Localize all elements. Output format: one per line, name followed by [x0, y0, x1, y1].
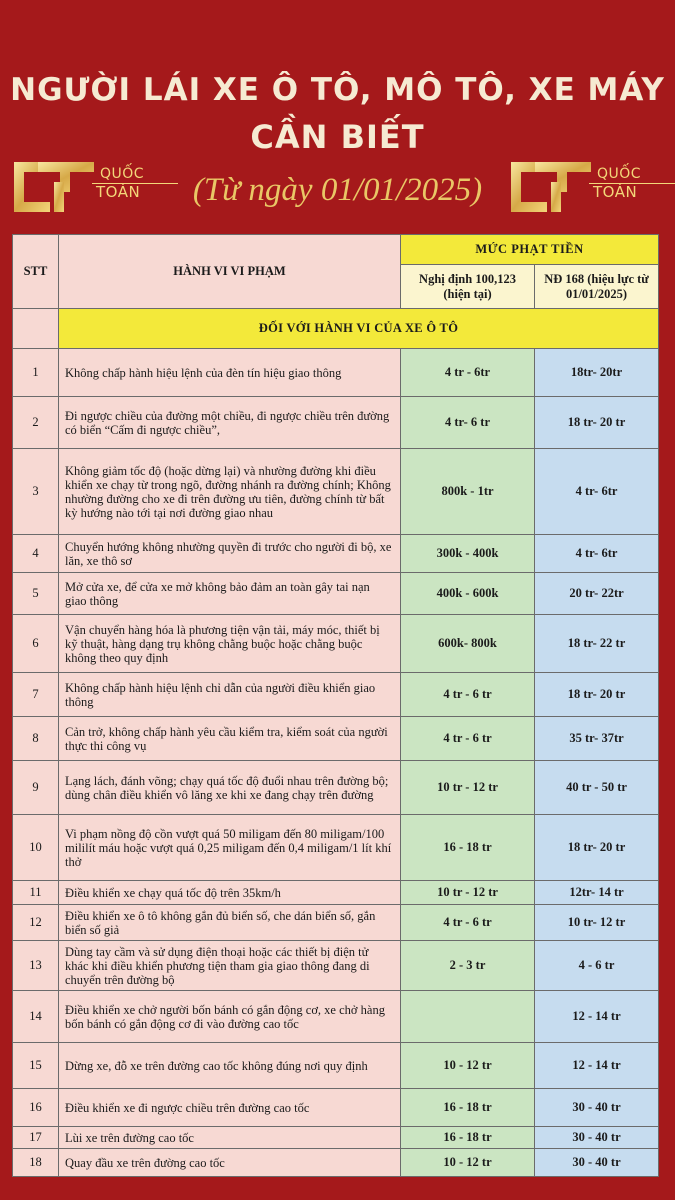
- violation-text: Không chấp hành hiệu lệnh chỉ dẫn của người điều khiển giao thông: [59, 673, 401, 717]
- logo-word-1: QUỐC: [92, 166, 178, 184]
- fine-new: 4 - 6 tr: [535, 941, 659, 991]
- table-row: [13, 1089, 659, 1127]
- violation-text: Mở cửa xe, để cửa xe mở không bảo đảm an toàn gây tai nạn giao thông: [59, 573, 401, 615]
- row-number: 17: [13, 1127, 59, 1149]
- brand-logo-right: [505, 158, 675, 216]
- violation-text: Điều khiển xe chạy quá tốc độ trên 35km/h: [59, 881, 401, 905]
- violation-text: Quay đầu xe trên đường cao tốc: [59, 1149, 401, 1177]
- table-row: [13, 449, 659, 535]
- violation-text: Dùng tay cầm và sử dụng điện thoại hoặc các thiết bị điện tử khác khi điều khiển phương tiện tham gia giao thông đang di chuyển trên đường bộ: [59, 941, 401, 991]
- table-row: [13, 535, 659, 573]
- col-header-violation: HÀNH VI VI PHẠM: [59, 235, 401, 309]
- row-number: 11: [13, 881, 59, 905]
- fine-old: 400k - 600k: [401, 573, 535, 615]
- logo-text: [589, 166, 675, 201]
- violation-text: Đi ngược chiều của đường một chiều, đi ngược chiều trên đường có biển “Cấm đi ngược chiều”,: [59, 397, 401, 449]
- fine-old: 4 tr - 6 tr: [401, 717, 535, 761]
- fine-new: 12tr- 14 tr: [535, 881, 659, 905]
- page-title-line2: CẦN BIẾT: [250, 118, 425, 156]
- fine-new: 4 tr- 6tr: [535, 449, 659, 535]
- fine-new: 18 tr- 20 tr: [535, 815, 659, 881]
- violation-text: Không giảm tốc độ (hoặc dừng lại) và nhường đường khi điều khiển xe chạy từ trong ngõ, đường nhánh ra đường chính; Không nhường đường cho xe đi trên đường ưu tiên, đường chính từ bất kỳ hướng nào tới tại nơi đường giao nhau: [59, 449, 401, 535]
- fine-new: 18tr- 20tr: [535, 349, 659, 397]
- fine-old: 10 - 12 tr: [401, 1043, 535, 1089]
- page-title: NGƯỜI LÁI XE Ô TÔ, MÔ TÔ, XE MÁY: [10, 72, 665, 108]
- row-number: 13: [13, 941, 59, 991]
- violation-text: Điều khiển xe chở người bốn bánh có gắn động cơ, xe chở hàng bốn bánh có gắn động cơ đi vào đường cao tốc: [59, 991, 401, 1043]
- table-row: [13, 1127, 659, 1149]
- table-row: [13, 761, 659, 815]
- violation-text: Cản trở, không chấp hành yêu cầu kiểm tra, kiểm soát của người thực thi công vụ: [59, 717, 401, 761]
- fine-new: 10 tr- 12 tr: [535, 905, 659, 941]
- subtitle-date: (Từ ngày 01/01/2025): [192, 172, 483, 208]
- table-row: [13, 349, 659, 397]
- row-number: 9: [13, 761, 59, 815]
- table-row: [13, 941, 659, 991]
- fine-old: 4 tr- 6 tr: [401, 397, 535, 449]
- violation-text: Lạng lách, đánh võng; chạy quá tốc độ đuổi nhau trên đường bộ; dùng chân điều khiển vô lăng xe khi xe đang chạy trên đường: [59, 761, 401, 815]
- fine-old: 16 - 18 tr: [401, 1127, 535, 1149]
- violation-text: Vi phạm nồng độ cồn vượt quá 50 miligam đến 80 miligam/100 mililít máu hoặc vượt quá 0,25 miligam đến 0,4 miligam/1 lít khí thở: [59, 815, 401, 881]
- row-number: 15: [13, 1043, 59, 1089]
- col-header-new-decree: NĐ 168 (hiệu lực từ 01/01/2025): [535, 265, 659, 309]
- header: [0, 0, 675, 232]
- fine-new: 35 tr- 37tr: [535, 717, 659, 761]
- table-row: [13, 397, 659, 449]
- row-number: 7: [13, 673, 59, 717]
- fine-new: 20 tr- 22tr: [535, 573, 659, 615]
- table-row: [13, 991, 659, 1043]
- fine-old: 4 tr - 6 tr: [401, 673, 535, 717]
- fine-old: 4 tr - 6tr: [401, 349, 535, 397]
- violation-text: Điều khiển xe ô tô không gắn đủ biển số, che dán biển số, gắn biển số giả: [59, 905, 401, 941]
- section-spacer: [13, 309, 59, 349]
- fine-old: 16 - 18 tr: [401, 1089, 535, 1127]
- fine-old: 600k- 800k: [401, 615, 535, 673]
- violation-text: Không chấp hành hiệu lệnh của đèn tín hiệu giao thông: [59, 349, 401, 397]
- table-row: [13, 1149, 659, 1177]
- logo-mark-icon: [505, 158, 593, 216]
- col-header-stt: STT: [13, 235, 59, 309]
- table-row: [13, 905, 659, 941]
- violation-text: Lùi xe trên đường cao tốc: [59, 1127, 401, 1149]
- fine-old: 800k - 1tr: [401, 449, 535, 535]
- violation-text: Vận chuyển hàng hóa là phương tiện vận tải, máy móc, thiết bị kỹ thuật, hàng dạng trụ không chằng buộc hoặc chằng buộc không theo quy định: [59, 615, 401, 673]
- fine-old: 2 - 3 tr: [401, 941, 535, 991]
- row-number: 5: [13, 573, 59, 615]
- fine-old: 16 - 18 tr: [401, 815, 535, 881]
- row-number: 3: [13, 449, 59, 535]
- logo-word-2: TOÀN: [96, 183, 141, 201]
- row-number: 12: [13, 905, 59, 941]
- fine-new: 18 tr- 22 tr: [535, 615, 659, 673]
- table-row: [13, 881, 659, 905]
- violation-text: Dừng xe, đỗ xe trên đường cao tốc không đúng nơi quy định: [59, 1043, 401, 1089]
- fine-old: 4 tr - 6 tr: [401, 905, 535, 941]
- col-header-fine-group: MỨC PHẠT TIỀN: [401, 235, 659, 265]
- row-number: 14: [13, 991, 59, 1043]
- table-row: [13, 573, 659, 615]
- row-number: 10: [13, 815, 59, 881]
- fine-new: 4 tr- 6tr: [535, 535, 659, 573]
- row-number: 4: [13, 535, 59, 573]
- fine-new: 12 - 14 tr: [535, 1043, 659, 1089]
- logo-word-1: QUỐC: [589, 166, 675, 184]
- col-header-old-decree: Nghị định 100,123 (hiện tại): [401, 265, 535, 309]
- fine-new: 18 tr- 20 tr: [535, 397, 659, 449]
- fine-old: 10 tr - 12 tr: [401, 761, 535, 815]
- row-number: 8: [13, 717, 59, 761]
- fine-new: 40 tr - 50 tr: [535, 761, 659, 815]
- row-number: 1: [13, 349, 59, 397]
- table-row: [13, 717, 659, 761]
- row-number: 6: [13, 615, 59, 673]
- row-number: 18: [13, 1149, 59, 1177]
- fine-old: 10 tr - 12 tr: [401, 881, 535, 905]
- fine-new: 30 - 40 tr: [535, 1149, 659, 1177]
- table-row: [13, 1043, 659, 1089]
- logo-word-2: TOÀN: [593, 183, 638, 201]
- fine-old: 300k - 400k: [401, 535, 535, 573]
- violation-text: Chuyển hướng không nhường quyền đi trước cho người đi bộ, xe lăn, xe thô sơ: [59, 535, 401, 573]
- fine-new: 30 - 40 tr: [535, 1127, 659, 1149]
- row-number: 2: [13, 397, 59, 449]
- section-header: ĐỐI VỚI HÀNH VI CỦA XE Ô TÔ: [59, 309, 659, 349]
- fines-table: [12, 234, 659, 1177]
- fine-old: 10 - 12 tr: [401, 1149, 535, 1177]
- violation-text: Điều khiển xe đi ngược chiều trên đường cao tốc: [59, 1089, 401, 1127]
- fine-old: [401, 991, 535, 1043]
- table-row: [13, 673, 659, 717]
- row-number: 16: [13, 1089, 59, 1127]
- fine-new: 18 tr- 20 tr: [535, 673, 659, 717]
- table-row: [13, 615, 659, 673]
- fine-new: 12 - 14 tr: [535, 991, 659, 1043]
- fine-new: 30 - 40 tr: [535, 1089, 659, 1127]
- table-row: [13, 815, 659, 881]
